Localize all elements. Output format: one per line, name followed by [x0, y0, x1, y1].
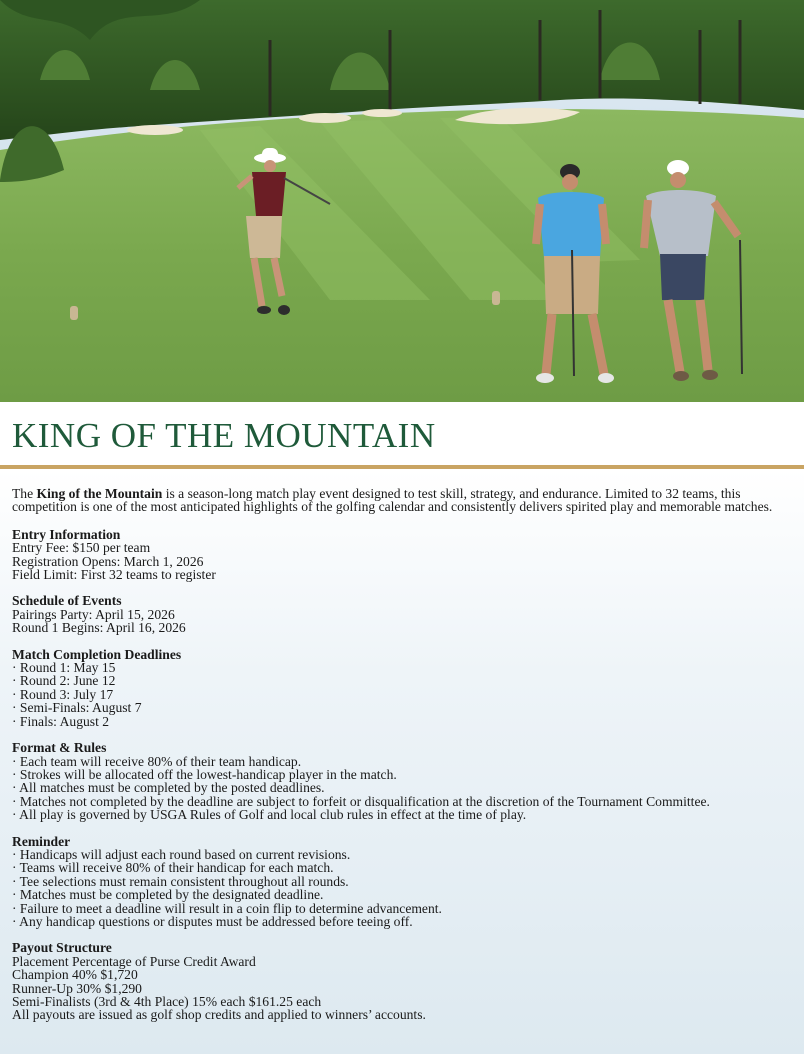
payout-line: Champion 40% $1,720	[12, 967, 138, 983]
intro-prefix: The	[12, 486, 37, 501]
deadlines-section	[12, 648, 792, 728]
deadline-line: · Round 2: June 12	[12, 673, 116, 689]
entry-heading: Entry Information	[12, 526, 121, 542]
format-line: · Strokes will be allocated off the lowest-handicap player in the match.	[12, 766, 397, 782]
payout-line: Placement Percentage of Purse Credit Award	[12, 953, 256, 969]
entry-line: Field Limit: First 32 teams to register	[12, 567, 216, 583]
format-line: · All matches must be completed by the posted deadlines.	[12, 780, 325, 796]
schedule-section	[12, 594, 792, 634]
deadlines-heading: Match Completion Deadlines	[12, 646, 182, 662]
payout-line: Semi-Finalists (3rd & 4th Place) 15% each $161.25 each	[12, 994, 322, 1009]
entry-section	[12, 528, 792, 582]
entry-line: Registration Opens: March 1, 2026	[12, 553, 204, 569]
deadline-line: · Round 3: July 17	[12, 686, 114, 702]
format-line: · All play is governed by USGA Rules of Golf and local club rules in effect at the time of play.	[12, 807, 527, 823]
format-line: · Each team will receive 80% of their team handicap.	[12, 753, 302, 769]
title-band	[0, 402, 804, 466]
schedule-heading: Schedule of Events	[12, 593, 122, 609]
format-line: · Matches not completed by the deadline are subject to forfeit or disqualification at the discretion of the Tournament Committee.	[12, 793, 710, 809]
payout-section	[12, 941, 792, 1021]
format-section	[12, 741, 792, 821]
intro-paragraph	[12, 487, 792, 514]
hero-photo	[0, 0, 804, 402]
format-heading: Format & Rules	[12, 740, 107, 756]
entry-line: Entry Fee: $150 per team	[12, 540, 151, 556]
reminder-line: · Any handicap questions or disputes must be addressed before teeing off.	[12, 913, 413, 929]
deadline-line: · Finals: August 2	[12, 713, 110, 729]
page-title: KING OF THE MOUNTAIN	[12, 416, 436, 455]
golf-course-illustration	[0, 0, 804, 402]
deadline-line: · Round 1: May 15	[12, 660, 116, 676]
reminder-line: · Handicaps will adjust each round based on current revisions.	[12, 846, 351, 862]
intro-text: is a season-long match play event designed to test skill, strategy, and endurance. Limited to 32 teams, this competition is one of the most anticipated highlights of the golfing calendar and consistently delivers spirited play and memorable matches.	[12, 486, 773, 515]
event-name: King of the Mountain	[36, 486, 163, 501]
reminder-line: · Matches must be completed by the designated deadline.	[12, 887, 324, 903]
reminder-heading: Reminder	[12, 833, 71, 849]
reminder-line: · Teams will receive 80% of their handicap for each match.	[12, 860, 334, 876]
payout-line: All payouts are issued as golf shop credits and applied to winners’ accounts.	[12, 1007, 426, 1023]
schedule-line: Round 1 Begins: April 16, 2026	[12, 620, 186, 636]
schedule-line: Pairings Party: April 15, 2026	[12, 606, 175, 622]
reminder-line: · Failure to meet a deadline will result in a coin flip to determine advancement.	[12, 900, 442, 916]
reminder-line: · Tee selections must remain consistent throughout all rounds.	[12, 873, 349, 889]
content-body	[12, 487, 792, 1035]
reminder-section	[12, 835, 792, 929]
deadline-line: · Semi-Finals: August 7	[12, 700, 142, 716]
content-area	[0, 469, 804, 1054]
payout-heading: Payout Structure	[12, 940, 112, 956]
payout-line: Runner-Up 30% $1,290	[12, 980, 142, 996]
